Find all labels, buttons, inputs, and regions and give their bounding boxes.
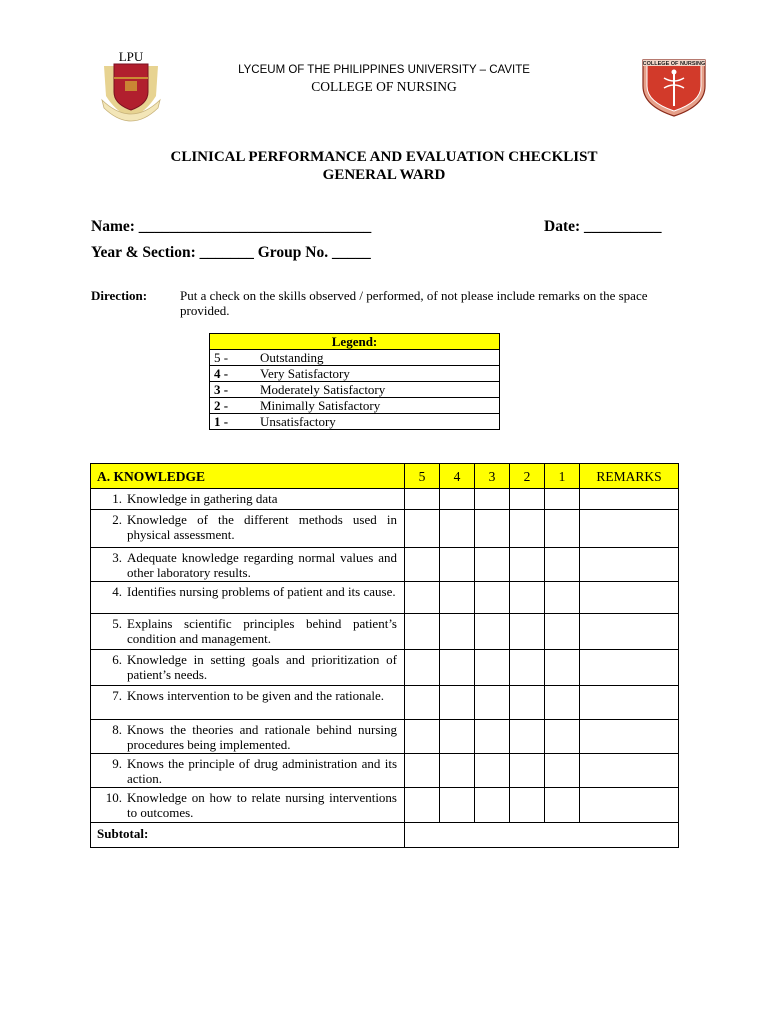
item-text: Knowledge on how to relate nursing interventions to outcomes. [127, 790, 397, 820]
direction-text: Put a check on the skills observed / performed, of not please include remarks on the space provided. [180, 288, 648, 318]
name-field[interactable] [91, 218, 371, 236]
score-cell-5[interactable] [405, 510, 440, 548]
score-cell-5[interactable] [405, 548, 440, 582]
score-cell-5[interactable] [405, 720, 440, 754]
remarks-cell[interactable] [580, 686, 679, 720]
legend-label: Outstanding [260, 350, 324, 365]
score-cell-1[interactable] [545, 788, 580, 823]
group-label: Group No. [257, 244, 329, 261]
item-number: 6. [112, 652, 122, 667]
table-row [91, 650, 679, 686]
legend-label: Very Satisfactory [260, 366, 350, 381]
score-cell-3[interactable] [475, 788, 510, 823]
date-blank[interactable]: __________ [584, 218, 662, 235]
score-header-1: 1 [545, 464, 580, 489]
document-subtitle: GENERAL WARD [322, 167, 446, 183]
score-header-4: 4 [440, 464, 475, 489]
item-text: Knows intervention to be given and the rationale. [127, 688, 385, 703]
score-cell-2[interactable] [510, 510, 545, 548]
legend-row [210, 382, 500, 398]
legend-key: 4 - [214, 366, 229, 381]
document-title: CLINICAL PERFORMANCE AND EVALUATION CHECKLIST [170, 149, 598, 165]
institution-name: LYCEUM OF THE PHILIPPINES UNIVERSITY – CAVITE [238, 64, 530, 76]
legend-table [209, 333, 500, 430]
subtotal-label: Subtotal: [91, 823, 405, 848]
item-number: 9. [112, 756, 122, 771]
item-text: Identifies nursing problems of patient and its cause. [127, 584, 396, 599]
year-section-field[interactable] [91, 244, 371, 262]
legend-key: 1 - [214, 414, 229, 429]
remarks-cell[interactable] [580, 650, 679, 686]
item-text: Knows the theories and rationale behind nursing procedures being implemented. [127, 722, 397, 752]
score-cell-3[interactable] [475, 614, 510, 650]
score-cell-2[interactable] [510, 582, 545, 614]
score-cell-4[interactable] [440, 754, 475, 788]
remarks-cell[interactable] [580, 754, 679, 788]
remarks-cell[interactable] [580, 614, 679, 650]
name-label: Name: [91, 218, 135, 235]
item-number: 10. [105, 790, 122, 805]
date-label: Date: [544, 218, 581, 235]
remarks-cell[interactable] [580, 788, 679, 823]
table-header-row [91, 464, 679, 489]
year-section-label: Year & Section: [91, 244, 196, 261]
item-text: Adequate knowledge regarding normal values and other laboratory results. [127, 550, 397, 580]
score-header-5: 5 [405, 464, 440, 489]
lpu-logo-text: LPU [118, 49, 144, 64]
score-cell-1[interactable] [545, 720, 580, 754]
legend-row [210, 350, 500, 366]
score-cell-4[interactable] [440, 788, 475, 823]
subtotal-row [91, 823, 679, 848]
score-cell-4[interactable] [440, 614, 475, 650]
score-cell-2[interactable] [510, 720, 545, 754]
group-blank[interactable]: _____ [331, 244, 371, 261]
legend-key: 5 - [214, 350, 229, 365]
score-cell-1[interactable] [545, 582, 580, 614]
score-cell-1[interactable] [545, 686, 580, 720]
remarks-cell[interactable] [580, 582, 679, 614]
score-cell-4[interactable] [440, 720, 475, 754]
remarks-cell[interactable] [580, 548, 679, 582]
legend-row [210, 414, 500, 430]
remarks-header: REMARKS [580, 464, 679, 489]
score-cell-4[interactable] [440, 686, 475, 720]
score-cell-2[interactable] [510, 788, 545, 823]
item-text: Knowledge in gathering data [127, 491, 278, 506]
legend-label: Minimally Satisfactory [260, 398, 381, 413]
score-cell-3[interactable] [475, 510, 510, 548]
score-cell-1[interactable] [545, 614, 580, 650]
score-cell-3[interactable] [475, 548, 510, 582]
score-cell-3[interactable] [475, 650, 510, 686]
legend-key: 3 - [214, 382, 229, 397]
legend-row [210, 398, 500, 414]
item-number: 5. [112, 616, 122, 631]
item-text: Knowledge in setting goals and prioritization of patient’s needs. [127, 652, 397, 682]
score-cell-5[interactable] [405, 650, 440, 686]
direction-label: Direction: [91, 288, 148, 303]
legend-row [210, 366, 500, 382]
table-row [91, 614, 679, 650]
remarks-cell[interactable] [580, 720, 679, 754]
score-header-3: 3 [475, 464, 510, 489]
college-name: COLLEGE OF NURSING [311, 79, 457, 94]
legend-key: 2 - [214, 398, 229, 413]
score-cell-4[interactable] [440, 582, 475, 614]
score-cell-1[interactable] [545, 548, 580, 582]
college-logo-text: COLLEGE OF NURSING [642, 61, 706, 67]
score-cell-2[interactable] [510, 686, 545, 720]
name-blank[interactable]: ______________________________ [138, 218, 372, 235]
score-cell-5[interactable] [405, 754, 440, 788]
remarks-cell[interactable] [580, 510, 679, 548]
score-cell-1[interactable] [545, 650, 580, 686]
score-cell-5[interactable] [405, 582, 440, 614]
score-cell-5[interactable] [405, 489, 440, 510]
date-field[interactable] [544, 218, 662, 236]
score-cell-1[interactable] [545, 489, 580, 510]
score-cell-3[interactable] [475, 582, 510, 614]
score-cell-3[interactable] [475, 720, 510, 754]
score-cell-2[interactable] [510, 614, 545, 650]
score-cell-4[interactable] [440, 548, 475, 582]
score-cell-4[interactable] [440, 650, 475, 686]
score-cell-2[interactable] [510, 489, 545, 510]
score-cell-3[interactable] [475, 489, 510, 510]
year-section-blank[interactable]: _______ [199, 244, 254, 261]
score-cell-4[interactable] [440, 510, 475, 548]
item-number: 1. [112, 491, 122, 506]
table-row [91, 510, 679, 548]
score-cell-3[interactable] [475, 686, 510, 720]
item-number: 4. [112, 584, 122, 599]
score-header-2: 2 [510, 464, 545, 489]
item-number: 3. [112, 550, 122, 565]
score-cell-3[interactable] [475, 754, 510, 788]
score-cell-1[interactable] [545, 754, 580, 788]
score-cell-5[interactable] [405, 686, 440, 720]
legend-title: Legend: [210, 334, 500, 350]
item-number: 8. [112, 722, 122, 737]
table-row [91, 582, 679, 614]
score-cell-5[interactable] [405, 614, 440, 650]
score-cell-4[interactable] [440, 489, 475, 510]
score-cell-2[interactable] [510, 548, 545, 582]
legend-label: Moderately Satisfactory [260, 382, 386, 397]
section-title: A. KNOWLEDGE [91, 464, 405, 489]
remarks-cell[interactable] [580, 489, 679, 510]
table-row [91, 548, 679, 582]
legend-label: Unsatisfactory [260, 414, 336, 429]
item-number: 7. [112, 688, 122, 703]
table-row [91, 788, 679, 823]
table-row [91, 720, 679, 754]
item-number: 2. [112, 512, 122, 527]
score-cell-1[interactable] [545, 510, 580, 548]
table-row [91, 686, 679, 720]
score-cell-2[interactable] [510, 650, 545, 686]
item-text: Explains scientific principles behind patient’s condition and management. [127, 616, 397, 646]
table-row [91, 754, 679, 788]
subtotal-value-cell[interactable] [405, 823, 679, 848]
item-text: Knows the principle of drug administration and its action. [127, 756, 397, 786]
score-cell-5[interactable] [405, 788, 440, 823]
item-text: Knowledge of the different methods used in physical assessment. [127, 512, 397, 542]
score-cell-2[interactable] [510, 754, 545, 788]
knowledge-checklist-table [90, 463, 679, 848]
table-row [91, 489, 679, 510]
